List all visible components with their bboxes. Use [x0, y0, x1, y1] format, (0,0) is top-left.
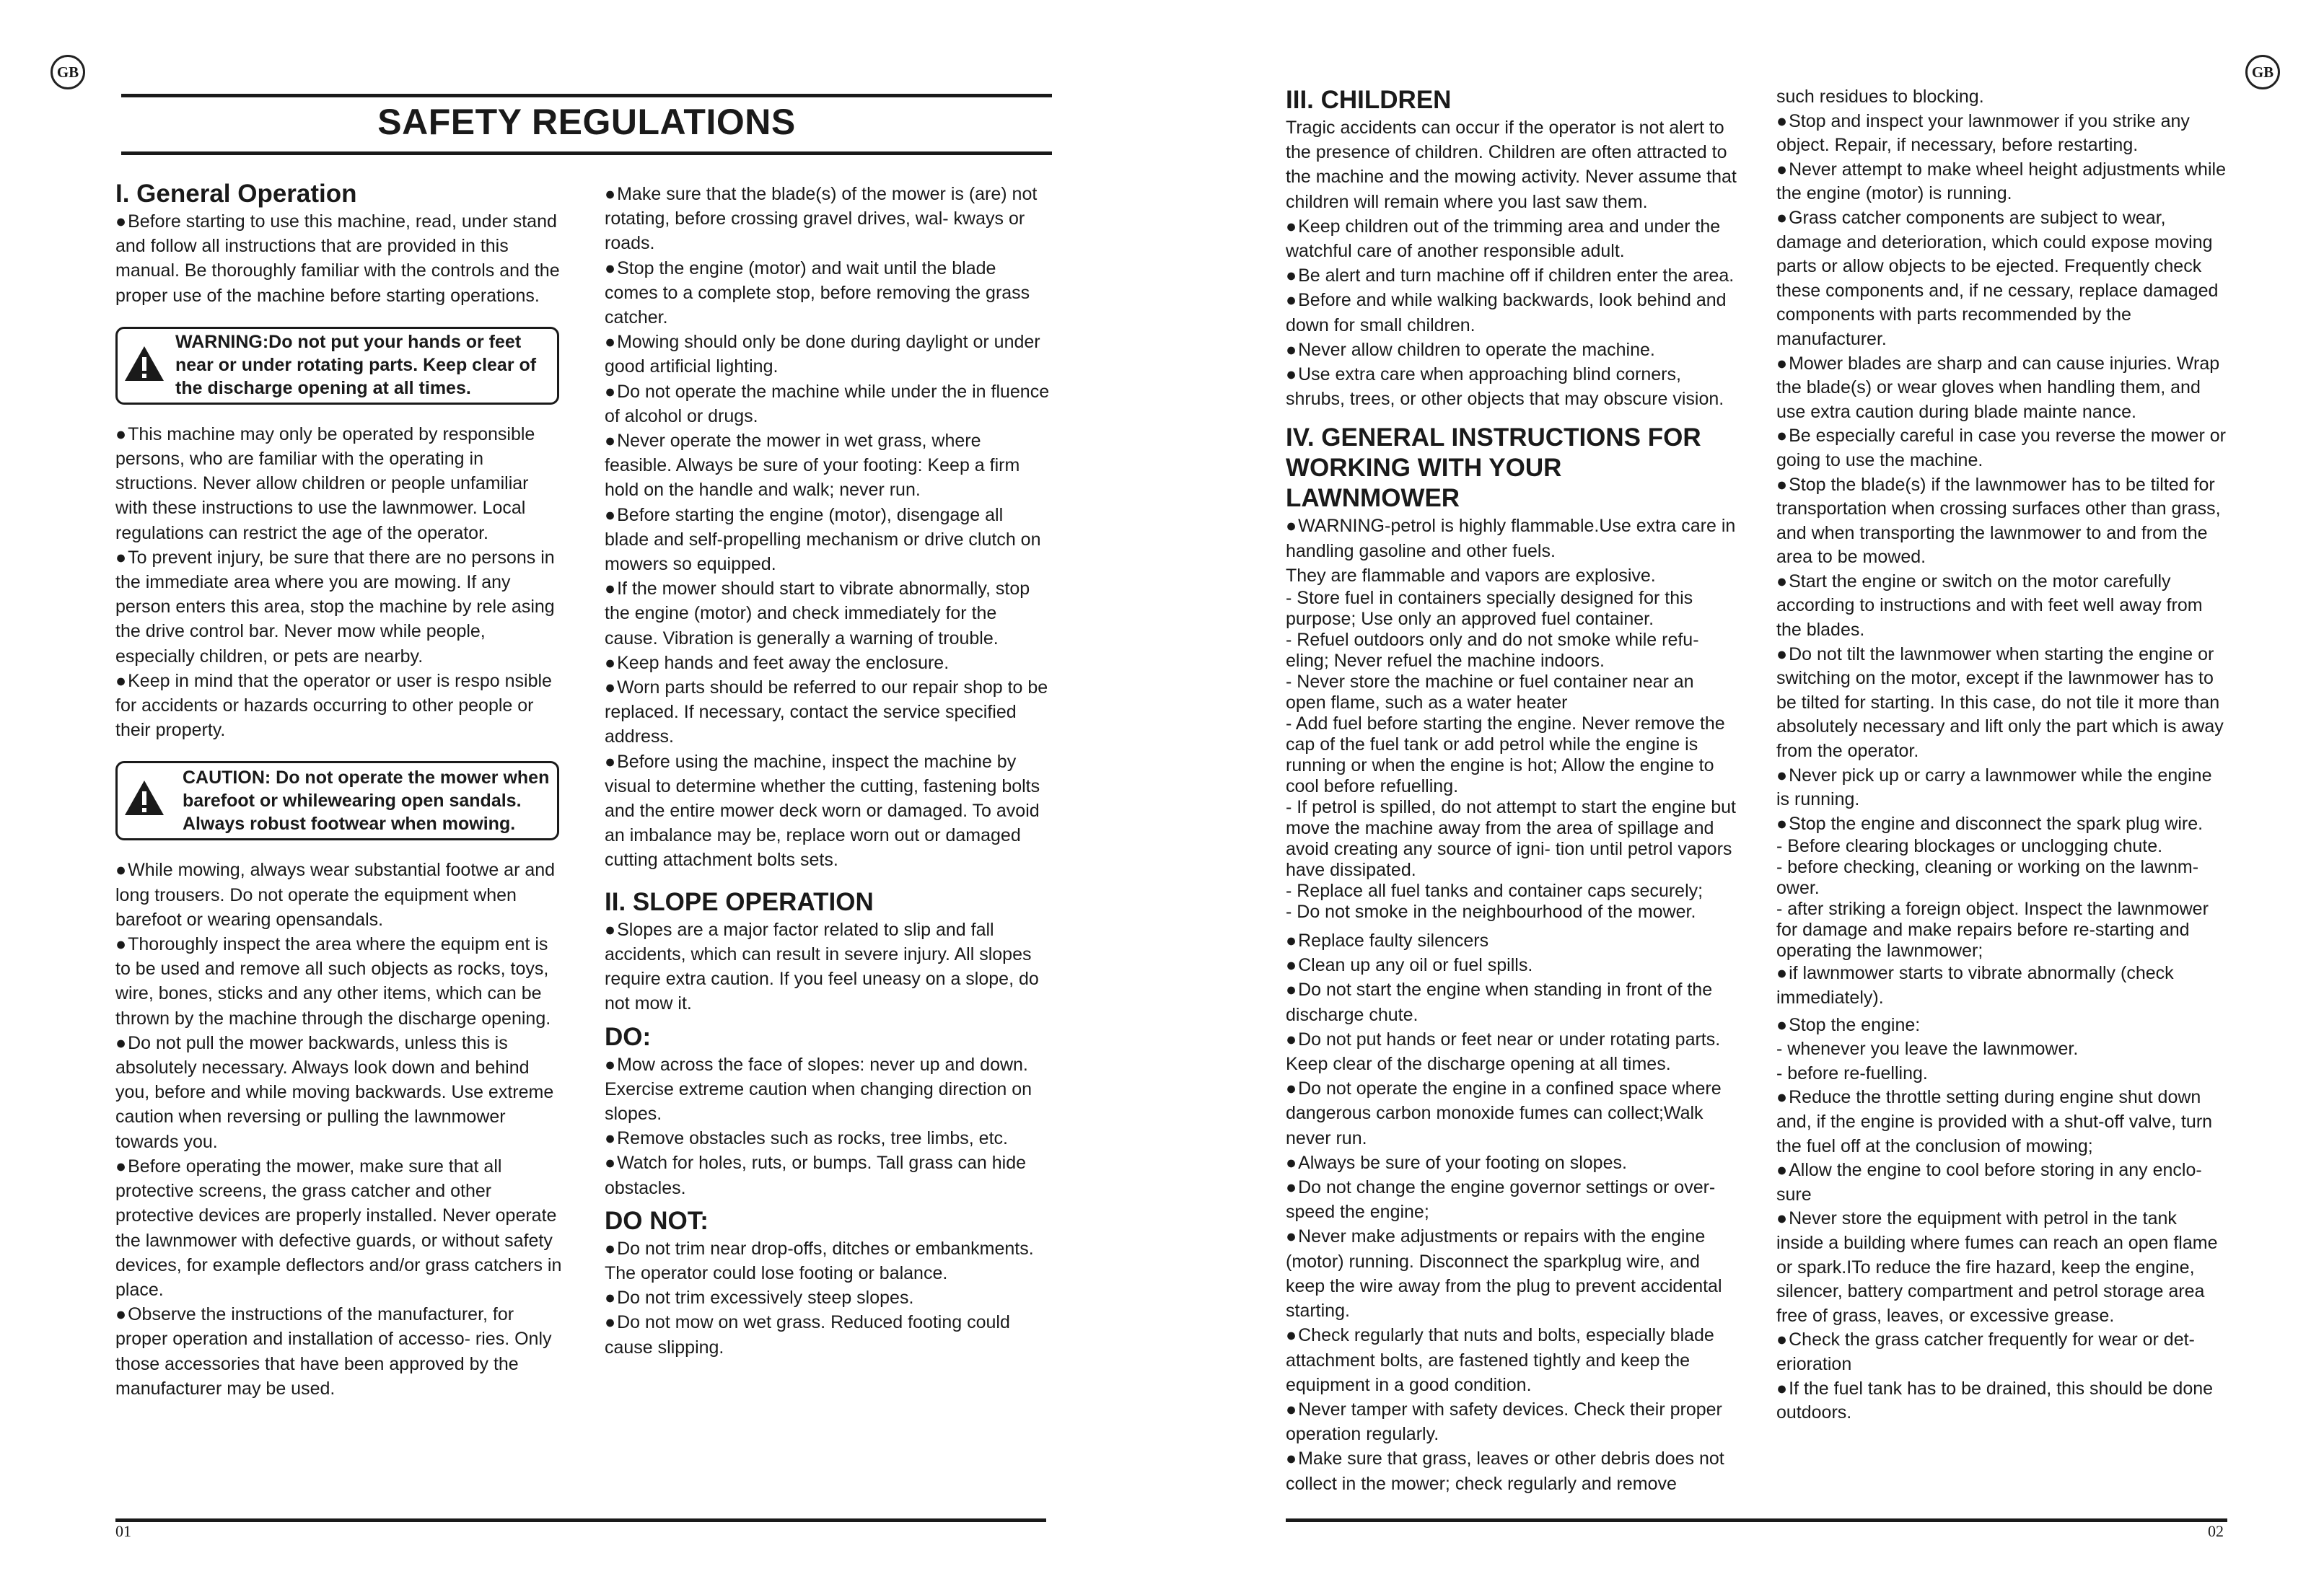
paragraph: ● Check regularly that nuts and bolts, especially blade attachment bolts, are fastened tightly and keep the equipment in a good condition.	[1286, 1323, 1737, 1397]
paragraph: ● Keep hands and feet away the enclosure.	[605, 651, 1052, 675]
paragraph: ● Allow the engine to cool before storing in any enclo- sure	[1776, 1159, 2227, 1207]
language-badge-left: GB	[51, 55, 85, 89]
caution-text: CAUTION: Do not operate the mower when barefoot or whilewearing open sandals. Always robust footwear when mowing.	[183, 768, 550, 835]
list-item: - Replace all fuel tanks and container caps securely;	[1286, 881, 1703, 902]
paragraph: ● Watch for holes, ruts, or bumps. Tall grass can hide obstacles.	[605, 1151, 1052, 1200]
paragraph: ● Never operate the mower in wet grass, where feasible. Always be sure of your footing: Keep a firm hold on the handle and walk; never run.	[605, 428, 1052, 503]
fuel-instructions-list	[1286, 588, 1737, 923]
paragraph: ● Check the grass catcher frequently for wear or det- erioration	[1776, 1328, 2227, 1376]
paragraph: ● If the mower should start to vibrate abnormally, stop the engine (motor) and check immediately for the cause. Vibration is generally a warning of trouble.	[605, 576, 1052, 651]
warning-box	[115, 327, 559, 405]
list-item: - before re-fuelling.	[1776, 1063, 1928, 1083]
title-rule-top	[121, 94, 1052, 97]
paragraph: ● Do not put hands or feet near or under rotating parts. Keep clear of the discharge opening at all times.	[1286, 1027, 1737, 1076]
list-item: - Before clearing blockages or unclogging chute.	[1776, 836, 2163, 857]
paragraph: ● Do not trim near drop-offs, ditches or embankments. The operator could lose footing or balance.	[605, 1236, 1052, 1285]
paragraph: ● Do not pull the mower backwards, unless this is absolutely necessary. Always look down and behind you, before and while moving backwards. Use extreme caution when reversing or pulling the lawnmower towards you.	[115, 1031, 563, 1154]
paragraph: ● if lawnmower starts to vibrate abnormally (check immediately).	[1776, 962, 2227, 1010]
paragraph: ● Start the engine or switch on the motor carefully according to instructions and with feet well away from the blades.	[1776, 570, 2227, 643]
section-heading-slope-operation: II. SLOPE OPERATION	[605, 887, 874, 916]
title-rule-bottom	[121, 151, 1052, 155]
subheading-do: DO:	[605, 1022, 652, 1051]
paragraph: ● Never make adjustments or repairs with the engine (motor) running. Disconnect the sparkplug wire, and keep the wire away from the plug to prevent accidental starting.	[1286, 1224, 1737, 1323]
paragraph: ● Before starting the engine (motor), disengage all blade and self-propelling mechanism or drive clutch on mowers so equipped.	[605, 503, 1052, 577]
list-item: - Refuel outdoors only and do not smoke while refu-eling; Never refuel the machine indoors.	[1286, 630, 1699, 672]
paragraph: ● Worn parts should be referred to our repair shop to be replaced. If necessary, contact the service specified address.	[605, 675, 1052, 749]
list-item: - after striking a foreign object. Inspect the lawnmower for damage and make repairs before re-starting and operating the lawnmower;	[1776, 899, 2209, 962]
section-heading-general-instructions: IV. GENERAL INSTRUCTIONS FOR WORKING WITH YOUR LAWNMOWER	[1286, 423, 1701, 513]
paragraph: ● Never attempt to make wheel height adjustments while the engine (motor) is running.	[1776, 158, 2227, 206]
paragraph: ● Use extra care when approaching blind corners, shrubs, trees, or other objects that may obscure vision.	[1286, 362, 1737, 411]
paragraph: ● WARNING-petrol is highly flammable.Use extra care in handling gasoline and other fuels.	[1286, 514, 1737, 563]
footer-rule-left	[115, 1518, 1046, 1522]
paragraph: ● Mowing should only be done during daylight or under good artificial lighting.	[605, 330, 1052, 379]
paragraph: ● Before and while walking backwards, look behind and down for small children.	[1286, 288, 1737, 337]
list-item: - before checking, cleaning or working on the lawnm- ower.	[1776, 857, 2199, 899]
paragraph: ● Do not mow on wet grass. Reduced footing could cause slipping.	[605, 1310, 1052, 1359]
paragraph: ● Grass catcher components are subject to wear, damage and deterioration, which could expose moving parts or allow objects to be ejected. Frequently check these components and, if ne cessary, replace damaged components with parts recommended by the manufacturer.	[1776, 206, 2227, 352]
paragraph: ● This machine may only be operated by responsible persons, who are familiar with the operating in structions. Never allow children or people unfamiliar with these instructions to use the lawnmower. Local regulations can restrict the age of the operator.	[115, 422, 563, 545]
paragraph: ● Before using the machine, inspect the machine by visual to determine whether the cutting, fastening bolts and the entire mower deck worn or damaged. To avoid an imbalance may be, replace worn out or damaged cutting attachment bolts sets.	[605, 749, 1052, 873]
paragraph: ● Keep children out of the trimming area and under the watchful care of another responsible adult.	[1286, 214, 1737, 263]
paragraph: ● Replace faulty silencers	[1286, 928, 1737, 953]
paragraph: ● Observe the instructions of the manufacturer, for proper operation and installation of accesso- ries. Only those accessories that have been approved by the manufacturer may be used.	[115, 1302, 563, 1401]
paragraph: ● Never tamper with safety devices. Check their proper operation regularly.	[1286, 1397, 1737, 1446]
column-general-instructions-continued	[1776, 85, 2227, 1425]
paragraph: They are flammable and vapors are explosive.	[1286, 565, 1656, 586]
paragraph: ● Remove obstacles such as rocks, tree limbs, etc.	[605, 1126, 1052, 1151]
paragraph: ● Stop the blade(s) if the lawnmower has to be tilted for transportation when crossing surfaces other than grass, and when transporting the lawnmower to and from the area to be mowed.	[1776, 473, 2227, 570]
paragraph: ● Do not change the engine governor settings or over-speed the engine;	[1286, 1175, 1737, 1224]
paragraph: ● Mow across the face of slopes: never up and down. Exercise extreme caution when changing direction on slopes.	[605, 1052, 1052, 1127]
paragraph: ● Mower blades are sharp and can cause injuries. Wrap the blade(s) or wear gloves when handling them, and use extra caution during blade mainte nance.	[1776, 352, 2227, 425]
list-item: - Never store the machine or fuel container near an open flame, such as a water heater	[1286, 672, 1694, 713]
paragraph: ● Stop and inspect your lawnmower if you strike any object. Repair, if necessary, before restarting.	[1776, 110, 2227, 158]
column-general-operation	[115, 179, 563, 1401]
column-operation-continued	[605, 182, 1052, 1360]
paragraph: such residues to blocking.	[1776, 87, 1984, 107]
paragraph: ● Never pick up or carry a lawnmower while the engine is running.	[1776, 764, 2227, 812]
paragraph: ● Do not operate the machine while under the in fluence of alcohol or drugs.	[605, 379, 1052, 428]
paragraph: ● Make sure that grass, leaves or other debris does not collect in the mower; check regularly and remove	[1286, 1446, 1737, 1495]
paragraph: ● While mowing, always wear substantial footwe ar and long trousers. Do not operate the equipment when barefoot or wearing opensandals.	[115, 858, 563, 932]
paragraph: ● Do not trim excessively steep slopes.	[605, 1285, 1052, 1310]
page-title: SAFETY REGULATIONS	[377, 102, 796, 142]
warning-triangle-icon	[123, 345, 165, 382]
paragraph: ● Do not tilt the lawnmower when starting the engine or switching on the motor, except if the lawnmower has to be tilted for starting. In this case, do not tile it more than absolutely necessary and lift only the part which is away from the operator.	[1776, 643, 2227, 764]
paragraph: ● Make sure that the blade(s) of the mower is (are) not rotating, before crossing gravel drives, wal- kways or roads.	[605, 182, 1052, 256]
column-children-general-instructions	[1286, 85, 1737, 1496]
paragraph: ● Never store the equipment with petrol in the tank inside a building where fumes can reach an open flame or spark.ITo reduce the fire hazard, keep the engine, silencer, battery compartment and petrol storage area free of grass, leaves, or excessive grease.	[1776, 1207, 2227, 1328]
paragraph: ● Be especially careful in case you reverse the mower or going to use the machine.	[1776, 424, 2227, 472]
section-heading-children: III. CHILDREN	[1286, 86, 1452, 114]
list-item: - If petrol is spilled, do not attempt to start the engine but move the machine away from the area of spillage and avoid creating any source of igni- tion until petrol vapors have dissipated.	[1286, 797, 1736, 881]
list-item: - Store fuel in containers specially designed for this purpose; Use only an approved fuel container.	[1286, 588, 1693, 630]
paragraph: ● Never allow children to operate the machine.	[1286, 338, 1737, 362]
paragraph: ● Always be sure of your footing on slopes.	[1286, 1151, 1737, 1175]
paragraph: ● Slopes are a major factor related to slip and fall accidents, which can result in severe injury. All slopes require extra caution. If you feel uneasy on a slope, do not mow it.	[605, 918, 1052, 1016]
paragraph: ● Reduce the throttle setting during engine shut down and, if the engine is provided with a shut-off valve, turn the fuel off at the conclusion of mowing;	[1776, 1086, 2227, 1159]
paragraph: ● Keep in mind that the operator or user is respo nsible for accidents or hazards occurring to other people or their property.	[115, 669, 563, 743]
paragraph: ● Before operating the mower, make sure that all protective screens, the grass catcher and other protective devices are properly installed. Never operate the lawnmower with defective guards, or without safety devices, for example deflectors and/or grass catchers in place.	[115, 1154, 563, 1302]
caution-triangle-icon	[123, 779, 165, 817]
paragraph: ● To prevent injury, be sure that there are no persons in the immediate area where you are mowing. If any person enters this area, stop the machine by rele asing the drive control bar. Never mow while people, especially children, or pets are nearby.	[115, 545, 563, 669]
paragraph: ● Before starting to use this machine, read, under stand and follow all instructions that are provided in this manual. Be thoroughly familiar with the controls and the proper use of the machine before starting operations.	[115, 209, 563, 308]
paragraph: ● Clean up any oil or fuel spills.	[1286, 953, 1737, 977]
page-number-right: 02	[2208, 1522, 2224, 1540]
list-item: - Add fuel before starting the engine. Never remove the cap of the fuel tank or add petrol while the engine is running or when the engine is hot; Allow the engine to cool before refuelling.	[1286, 713, 1725, 797]
paragraph: ● Stop the engine and disconnect the spark plug wire.	[1776, 812, 2227, 837]
caution-box	[115, 761, 559, 840]
list-item: - Do not smoke in the neighbourhood of the mower.	[1286, 902, 1696, 923]
paragraph: ● If the fuel tank has to be drained, this should be done outdoors.	[1776, 1377, 2227, 1425]
footer-rule-right	[1286, 1518, 2227, 1522]
paragraph: ● Stop the engine:	[1776, 1014, 2227, 1038]
paragraph: ● Do not start the engine when standing in front of the discharge chute.	[1286, 977, 1737, 1027]
paragraph: ● Thoroughly inspect the area where the equipm ent is to be used and remove all such objects as rocks, toys, wire, bones, sticks and any other items, which can be thrown by the machine through the discharge opening.	[115, 932, 563, 1031]
paragraph: ● Be alert and turn machine off if children enter the area.	[1286, 263, 1737, 288]
section-heading-general-operation: I. General Operation	[115, 180, 357, 208]
paragraph: ● Stop the engine (motor) and wait until the blade comes to a complete stop, before removing the grass catcher.	[605, 256, 1052, 330]
list-item: - whenever you leave the lawnmower.	[1776, 1039, 2079, 1060]
stop-engine-list	[1776, 836, 2227, 962]
language-badge-right: GB	[2245, 55, 2280, 89]
subheading-do-not: DO NOT:	[605, 1206, 709, 1235]
paragraph: Tragic accidents can occur if the operator is not alert to the presence of children. Children are often attracted to the machine and the mowing activity. Never assume that children will remain where you last saw them.	[1286, 118, 1737, 212]
page-number-left: 01	[115, 1522, 131, 1540]
paragraph: ● Do not operate the engine in a confined space where dangerous carbon monoxide fumes can collect;Walk never run.	[1286, 1076, 1737, 1151]
warning-text: WARNING:Do not put your hands or feet near or under rotating parts. Keep clear of the discharge opening at all times.	[175, 331, 537, 398]
